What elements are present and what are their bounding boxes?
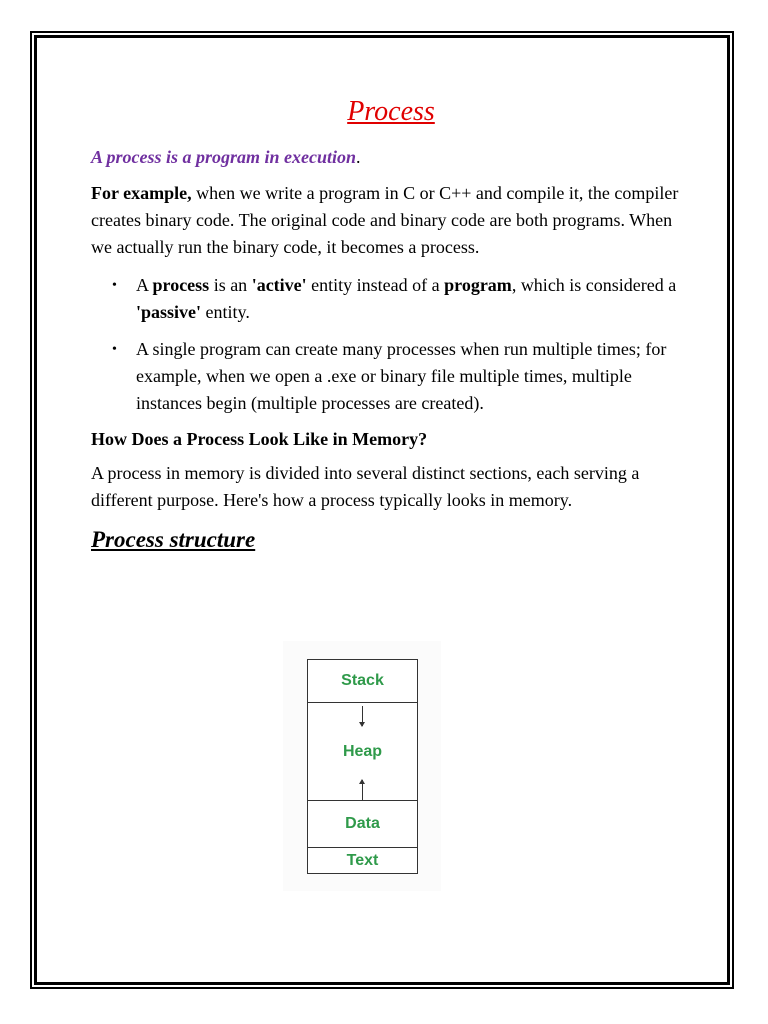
definition	[91, 145, 691, 169]
bullet1-t2: is an	[209, 275, 252, 295]
definition-text: A process is a program in execution	[91, 147, 357, 167]
bullet1-t4: , which is considered a	[511, 275, 677, 295]
segment-stack: Stack	[308, 660, 417, 703]
arrow-head	[359, 779, 365, 784]
list-item	[112, 272, 691, 326]
document-content	[91, 95, 691, 555]
arrow-head	[359, 722, 365, 727]
bullet1-b4: 'passive'	[136, 302, 202, 322]
bullet1-b3: program	[444, 275, 512, 295]
memory-heading: How Does a Process Look Like in Memory?	[91, 429, 428, 449]
bullet-list	[91, 272, 691, 417]
bullet1-t1: A	[136, 275, 153, 295]
example-text: when we write a program in C or C++ and compile it, the compiler creates binary code. The original code and binary code are both programs. When we actually run the binary code, it becomes a process.	[91, 183, 679, 257]
bullet1-b1: process	[152, 275, 210, 295]
memory-paragraph: A process in memory is divided into several distinct sections, each serving a different purpose. Here's how a process typically looks in memory.	[91, 463, 640, 510]
bullet1-t3: entity instead of a	[306, 275, 445, 295]
memory-layout-box	[307, 659, 418, 874]
process-structure-diagram	[283, 641, 441, 891]
arrow-down-icon	[362, 706, 363, 726]
segment-heap: Heap	[308, 703, 417, 801]
definition-period: .	[356, 147, 361, 167]
bullet1-t5: entity.	[201, 302, 250, 322]
structure-heading: Process structure	[91, 527, 256, 552]
bullet1-b2: 'active'	[251, 275, 307, 295]
example-lead: For example,	[91, 183, 192, 203]
segment-data: Data	[308, 801, 417, 848]
bullet-dot: •	[112, 342, 117, 357]
bullet-dot: •	[112, 278, 117, 293]
list-item	[112, 336, 691, 417]
arrow-up-icon	[362, 780, 363, 800]
page-title: Process	[347, 96, 435, 127]
bullet2-text: A single program can create many processes when run multiple times; for example, when we open a .exe or binary file multiple times, multiple instances begin (multiple processes are created).	[136, 339, 667, 413]
segment-text: Text	[346, 851, 379, 869]
example-paragraph	[91, 180, 691, 261]
